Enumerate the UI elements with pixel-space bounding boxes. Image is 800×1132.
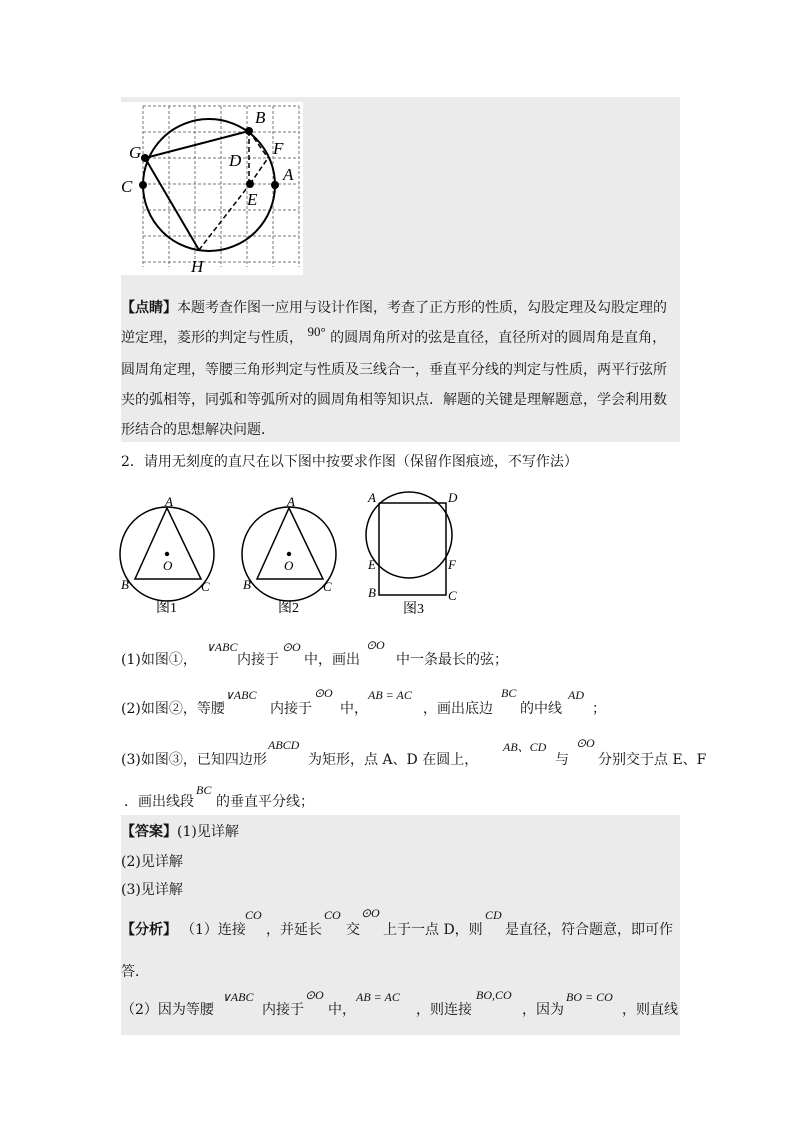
math-triangle-abc: ∨ABC	[222, 990, 254, 1004]
label-F: F	[273, 139, 284, 158]
fig3-label-C: C	[448, 588, 457, 603]
fig1-label-B: B	[121, 577, 129, 592]
label-C: C	[121, 177, 133, 196]
comment-line-2: 逆定理，菱形的判定与性质， 90° 的圆周角所对的弦是直径，直径所对的圆周角是直角，	[121, 324, 667, 346]
math-circle-o: ⊙O	[282, 640, 301, 654]
math-bc: BC	[501, 686, 517, 700]
fig2-caption: 图2	[278, 601, 299, 616]
math-co: CO	[324, 908, 341, 922]
math-abcd: ABCD	[268, 738, 300, 752]
fig2-label-A: A	[287, 494, 295, 509]
fig3-caption: 图3	[403, 602, 424, 617]
math-cd: CD	[485, 908, 502, 922]
analysis-line-1-cont: 答．	[121, 964, 149, 980]
math-triangle-abc: ∨ABC	[206, 640, 238, 654]
math-circle-o: ⊙O	[305, 988, 324, 1002]
math-bo-co: BO,CO	[476, 988, 512, 1002]
math-circle-o: ⊙O	[361, 906, 380, 920]
comment-line-3: 圆周角定理，等腰三角形判定与性质及三线合一，垂直平分线的判定与性质，两平行弦所	[121, 362, 667, 378]
fig2-label-B: B	[243, 577, 251, 592]
label-A: A	[283, 165, 294, 184]
answer-tag: 【答案】	[121, 824, 177, 840]
math-circle-o: ⊙O	[314, 686, 333, 700]
math-bc: BC	[196, 783, 212, 797]
math-ab-eq-ac: AB = AC	[356, 990, 400, 1004]
comment-tag: 【点睛】	[121, 300, 177, 316]
label-H: H	[191, 257, 204, 275]
fig3-label-F: F	[448, 557, 456, 572]
circle-grid-figure	[121, 102, 303, 275]
math-ab-eq-ac: AB = AC	[368, 688, 412, 702]
figure-2	[236, 490, 338, 620]
fig1-label-A: A	[165, 494, 173, 509]
label-B: B	[255, 108, 266, 127]
figure-1	[116, 490, 218, 620]
answer-line-1: 【答案】(1)见详解	[121, 824, 239, 840]
comment-line-4: 夹的弧相等，同弧和等弧所对的圆周角相等知识点．解题的关键是理解题意，学会利用数	[121, 392, 667, 408]
comment-line-1: 【点睛】本题考查作图一应用与设计作图，考查了正方形的性质，勾股定理及勾股定理的	[121, 300, 667, 316]
answer-line-3: (3)见详解	[121, 882, 183, 898]
math-triangle-abc: ∨ABC	[225, 688, 257, 702]
fig1-caption: 图1	[156, 601, 177, 616]
fig1-label-O: O	[163, 558, 173, 573]
fig1-label-C: C	[201, 579, 210, 594]
label-E: E	[247, 190, 258, 209]
fig3-label-B: B	[368, 585, 376, 600]
label-D: D	[229, 151, 242, 170]
label-G: G	[129, 143, 142, 162]
question-stem: 2．请用无刻度的直尺在以下图中按要求作图（保留作图痕迹，不写作法）	[121, 454, 578, 470]
figure-3	[360, 487, 470, 620]
fig2-label-C: C	[323, 579, 332, 594]
math-circle-o: ⊙O	[366, 638, 385, 652]
fig3-label-D: D	[448, 490, 458, 505]
answer-line-2: (2)见详解	[121, 854, 183, 870]
math-ab-cd: AB、CD	[503, 740, 547, 754]
fig3-label-E: E	[368, 557, 376, 572]
math-circle-o: ⊙O	[576, 736, 595, 750]
analysis-tag: 【分析】	[121, 922, 177, 938]
math-90deg: 90°	[307, 324, 326, 339]
comment-line-5: 形结合的思想解决问题．	[121, 422, 275, 438]
math-co: CO	[245, 908, 262, 922]
fig2-label-O: O	[284, 558, 294, 573]
math-bo-eq-co: BO = CO	[566, 990, 613, 1004]
fig3-label-A: A	[368, 490, 376, 505]
math-ad: AD	[568, 688, 584, 702]
